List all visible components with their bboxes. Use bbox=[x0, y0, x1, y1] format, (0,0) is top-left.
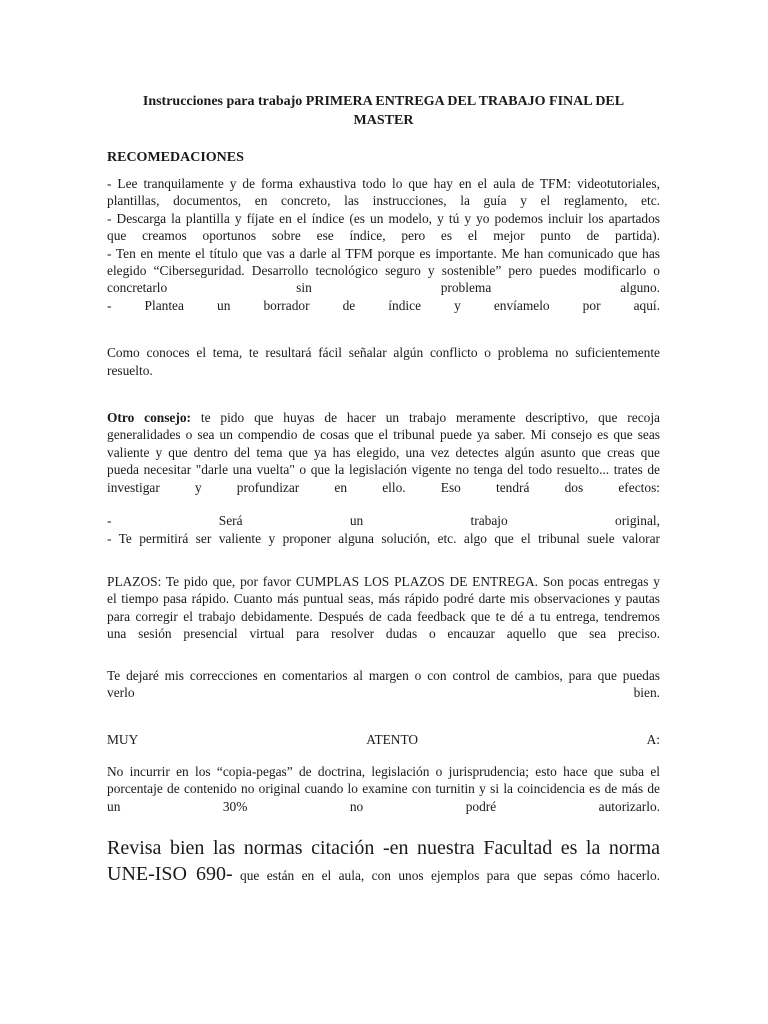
text-line: elegido “Ciberseguridad. Desarrollo tecnológico seguro y sostenible” pero puedes modificarlo o bbox=[107, 263, 660, 279]
norma-rest: que están en el aula, con unos ejemplos para que sepas cómo hacerlo. bbox=[232, 867, 660, 883]
text-line: - Ten en mente el título que vas a darle al TFM porque es importante. Me han comunicado que has bbox=[107, 245, 660, 261]
consejo-paragraph bbox=[107, 409, 660, 547]
correcciones-paragraph bbox=[107, 667, 660, 702]
recomendaciones-heading: RECOMEDACIONES bbox=[107, 150, 244, 165]
text-line: Revisa bien las normas citación -en nuestra Facultad es la norma bbox=[107, 836, 660, 859]
normas-paragraph bbox=[107, 835, 660, 889]
text-line bbox=[107, 861, 660, 889]
text-line: un 30% no podré autorizarlo. bbox=[107, 798, 660, 814]
text-line: PLAZOS: Te pido que, por favor CUMPLAS LOS PLAZOS DE ENTREGA. Son pocas entregas y bbox=[107, 573, 660, 589]
atento-heading: MUY ATENTO A: bbox=[107, 732, 660, 748]
text-line: Como conoces el tema, te resultará fácil señalar algún conflicto o problema no suficientemente bbox=[107, 345, 660, 361]
atento-paragraph bbox=[107, 731, 660, 815]
text-line: - Plantea un borrador de índice y envíamelo por aquí. bbox=[107, 297, 660, 313]
text-line: investigar y profundizar en ello. Eso tendrá dos efectos: bbox=[107, 479, 660, 495]
text-line: concretarlo sin problema alguno. bbox=[107, 280, 660, 296]
text-line: que creamos oportunos sobre ese índice, pero es el mejor punto de partida). bbox=[107, 228, 660, 244]
text-line: - Lee tranquilamente y de forma exhaustiva todo lo que hay en el aula de TFM: videotutoriales, bbox=[107, 176, 660, 191]
consejo-label: Otro consejo: bbox=[107, 410, 191, 426]
title-line-1: Instrucciones para trabajo PRIMERA ENTREGA DEL TRABAJO FINAL DEL bbox=[142, 94, 625, 109]
consejo-line-rest: te pido que huyas de hacer un trabajo meramente descriptivo, que recoja bbox=[191, 410, 660, 426]
text-line: para corregir el trabajo debidamente. Después de cada feedback que te dé a tu entrega, tendremos bbox=[107, 608, 660, 624]
plazos-paragraph bbox=[107, 573, 660, 643]
effect-line: - Será un trabajo original, bbox=[107, 513, 660, 529]
effect-line: - Te permitirá ser valiente y proponer alguna solución, etc. algo que el tribunal suele valorar bbox=[107, 530, 660, 546]
text-line: plantillas, documentos, en concreto, las instrucciones, la guía y el reglamento, etc. bbox=[107, 193, 660, 209]
text-line: pueda necesitar "darle una vuelta" o que la legislación vigente no tenga del todo resuelto... trates de bbox=[107, 462, 660, 478]
text-line: Te dejaré mis correcciones en comentarios al margen o con control de cambios, para que puedas bbox=[107, 667, 660, 683]
norma-name: UNE-ISO 690- bbox=[107, 862, 233, 885]
document-title bbox=[107, 92, 660, 130]
title-line-2: MASTER bbox=[353, 113, 414, 128]
text-line: verlo bien. bbox=[107, 684, 660, 700]
text-line: No incurrir en los “copia-pegas” de doctrina, legislación o jurisprudencia; esto hace que suba el bbox=[107, 763, 660, 779]
text-line: el tiempo pasa rápido. Cuanto más puntual seas, más rápido podré darte mis observaciones y pautas bbox=[107, 591, 660, 607]
text-line: una sesión presencial virtual para resolver dudas o encauzar aquello que sea preciso. bbox=[107, 626, 660, 642]
text-line: - Descarga la plantilla y fíjate en el índice (es un modelo, y tú y yo podemos incluir los apartados bbox=[107, 210, 660, 226]
conoces-paragraph bbox=[107, 344, 660, 379]
text-line: generalidades o sea un compendio de cosas que el tribunal puede ya saber. Mi consejo es que seas bbox=[107, 427, 660, 443]
text-line: valiente y que dentro del tema que ya has elegido, una vez detectes algún asunto que creas que bbox=[107, 444, 660, 460]
recomendaciones-paragraph bbox=[107, 175, 660, 314]
text-line bbox=[107, 409, 660, 426]
text-line: porcentaje de contenido no original cuando lo examine con turnitin y si la coincidencia es de más de bbox=[107, 781, 660, 797]
text-line: resuelto. bbox=[107, 362, 153, 378]
